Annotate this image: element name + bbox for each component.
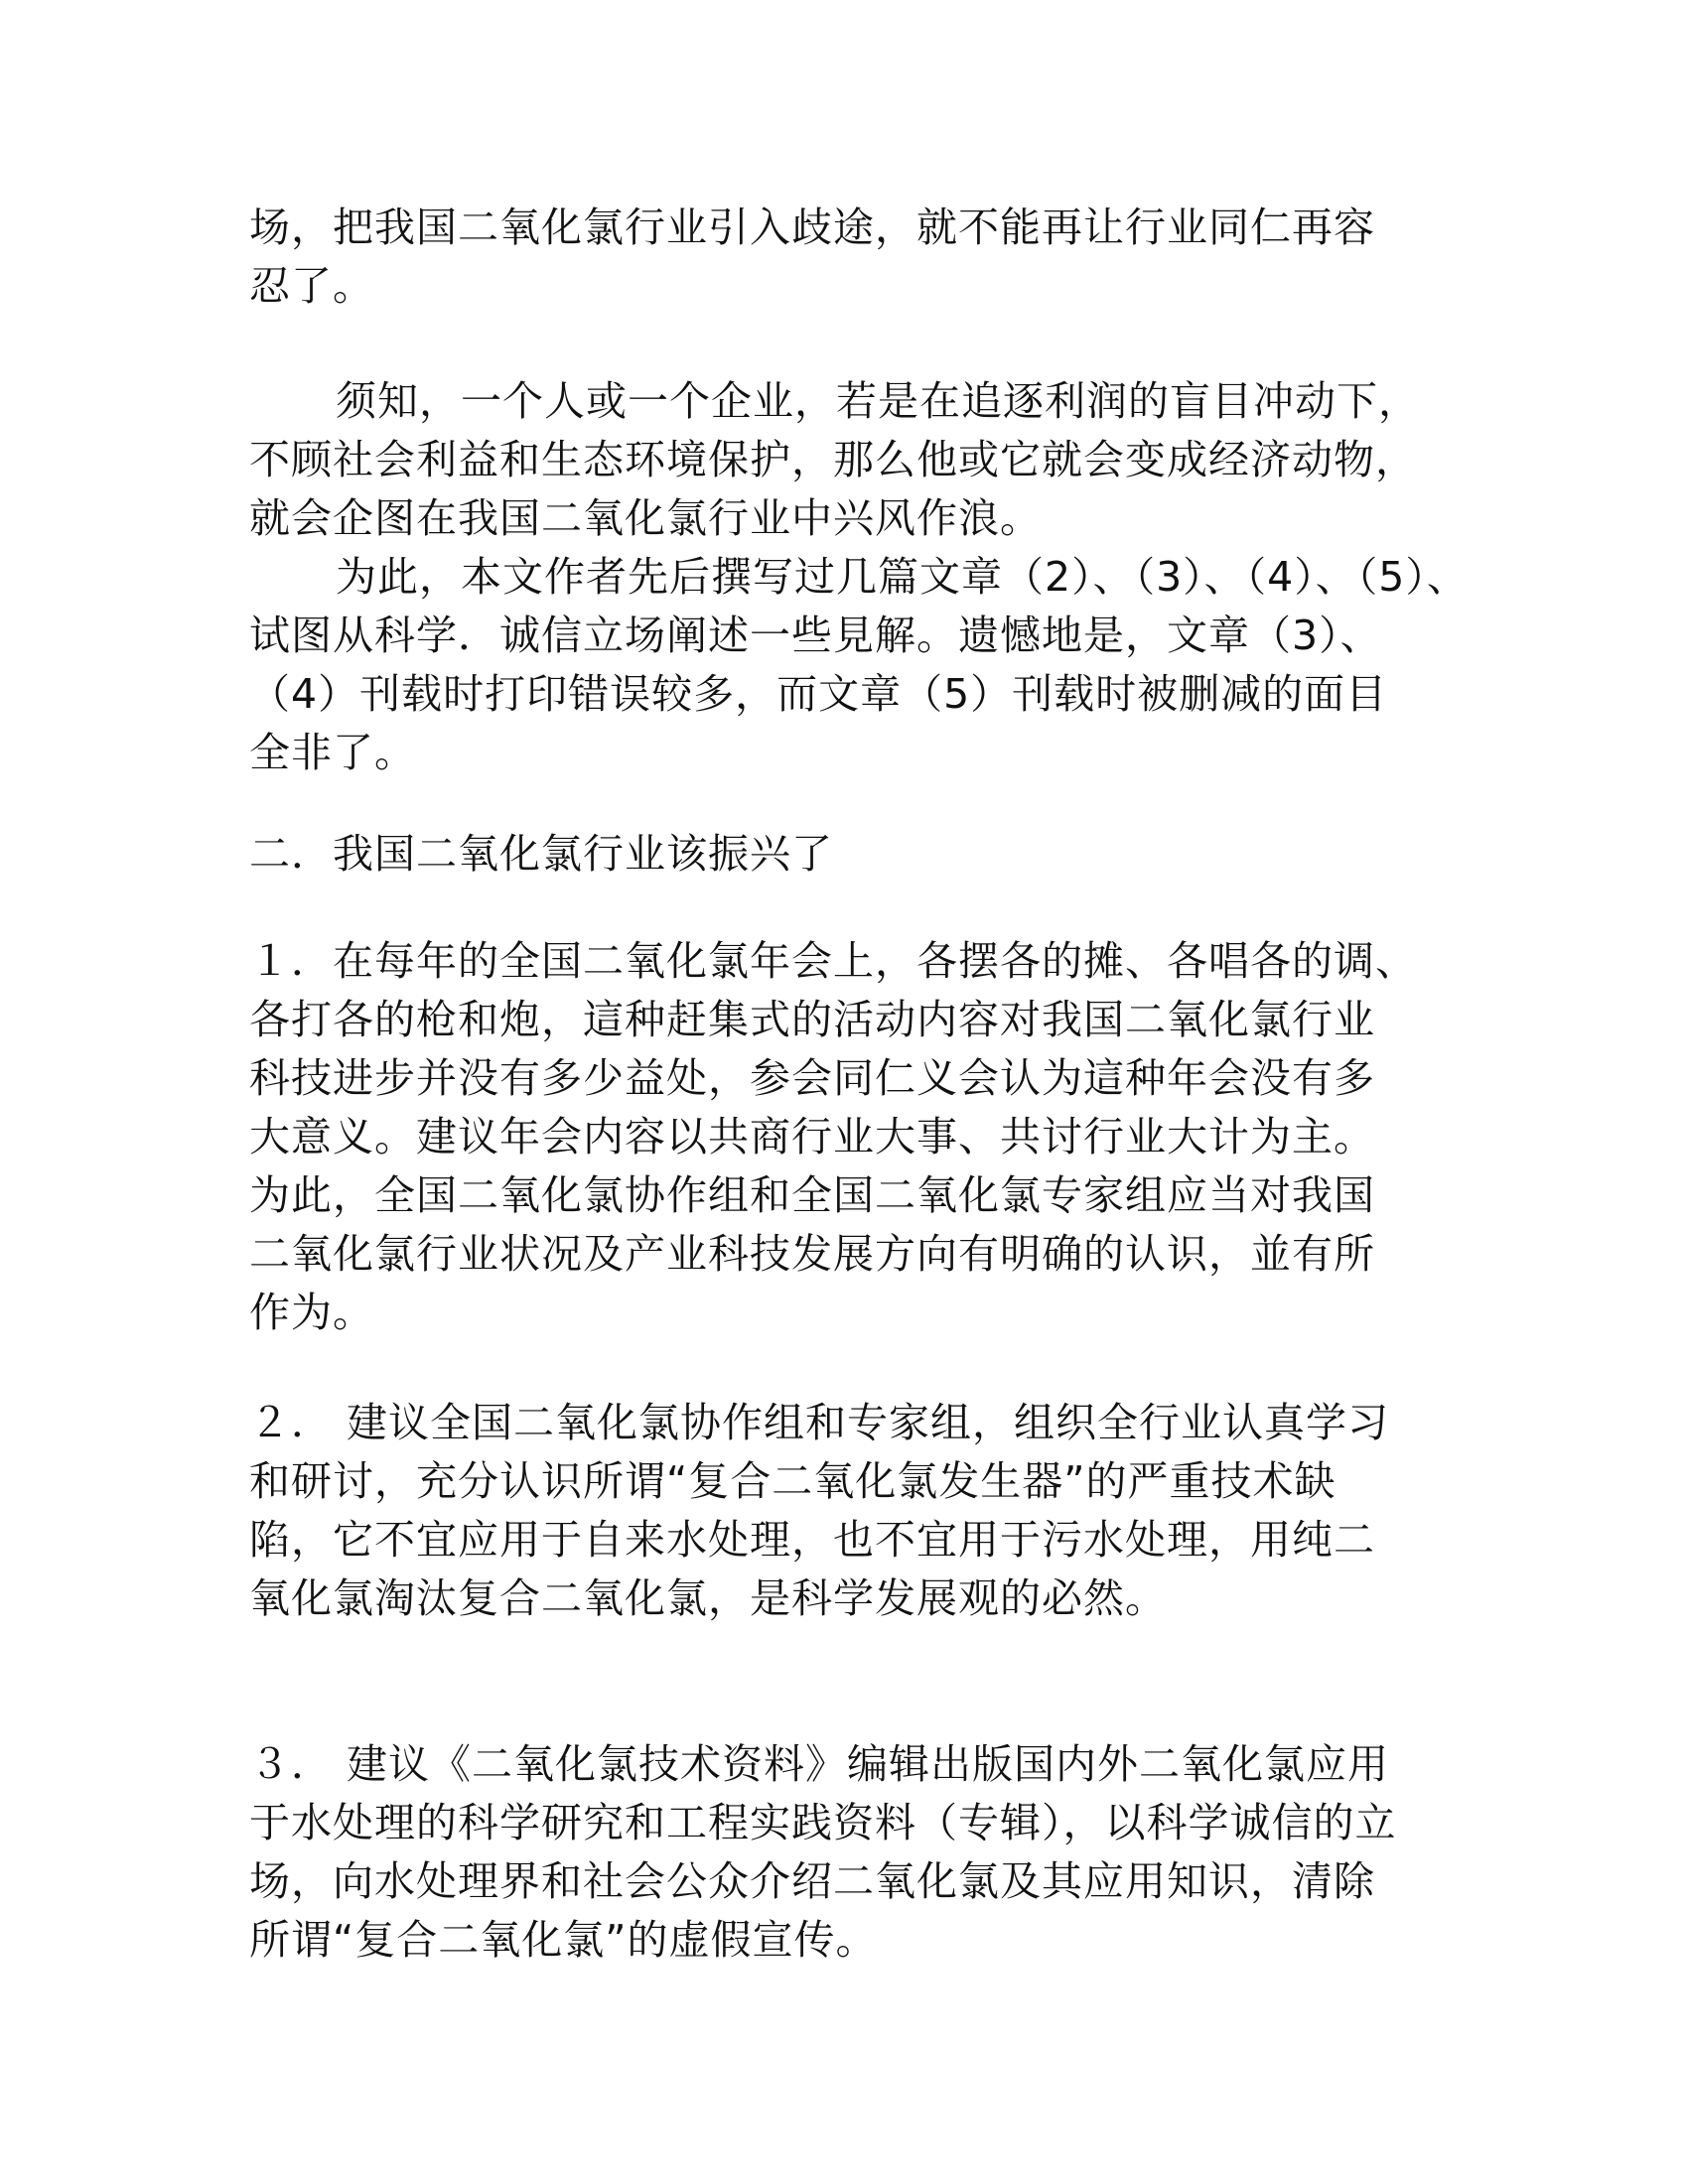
text-line: 忍了。 xyxy=(249,262,374,310)
text-line: 所谓“复合二氧化氯”的虚假宣传。 xyxy=(249,1916,878,1964)
text-line: ３． 建议《二氧化氯技术资料》编辑出版国内外二氧化氯应用 xyxy=(249,1740,1390,1788)
text-line: 二氧化氯行业状况及产业科技发展方向有明确的认识，並有所 xyxy=(249,1230,1375,1278)
text-line: 作为。 xyxy=(249,1289,374,1336)
text-line: 须知，一个人或一个企业，若是在追逐利润的盲目冲动下， xyxy=(336,377,1420,425)
text-line: ２． 建议全国二氧化氯协作组和专家组，组织全行业认真学习 xyxy=(249,1399,1390,1446)
text-line: 就会企图在我国二氧化氯行业中兴风作浪。 xyxy=(249,494,1042,542)
text-line: 全非了。 xyxy=(249,729,416,776)
text-line: １．在每年的全国二氧化氯年会上，各摆各的摊、各唱各的调、 xyxy=(249,937,1417,985)
text-line: 试图从科学．诚信立场阐述一些見解。遗憾地是，文章（3）、 xyxy=(249,612,1382,659)
text-line: 陷，它不宜应用于自来水处理，也不宜用于污水处理，用纯二 xyxy=(249,1516,1375,1564)
text-line: 大意义。建议年会内容以共商行业大事、共讨行业大计为主。 xyxy=(249,1113,1375,1160)
text-line: 场，把我国二氧化氯行业引入歧途，就不能再让行业同仁再容 xyxy=(249,204,1375,251)
text-line: 不顾社会利益和生态环境保护，那么他或它就会变成经济动物， xyxy=(249,436,1417,483)
text-line: 场，向水处理界和社会公众介绍二氧化氯及其应用知识，清除 xyxy=(249,1857,1375,1905)
text-line: 为此，本文作者先后撰写过几篇文章（2）、（3）、（4）、（5）、 xyxy=(336,553,1469,601)
text-line: 为此，全国二氧化氯协作组和全国二氧化氯专家组应当对我国 xyxy=(249,1171,1375,1219)
text-line: （4）刊载时打印错误较多，而文章（5）刊载时被删减的面目 xyxy=(249,670,1388,718)
section-heading: 二．我国二氧化氯行业该振兴了 xyxy=(249,830,833,878)
text-line: 和研讨，充分认识所谓“复合二氧化氯发生器”的严重技术缺 xyxy=(249,1457,1336,1505)
text-line: 氧化氯淘汰复合二氧化氯，是科学发展观的必然。 xyxy=(249,1574,1167,1622)
text-line: 各打各的枪和炮，這种赶集式的活动内容对我国二氧化氯行业 xyxy=(249,996,1375,1043)
text-line: 于水处理的科学研究和工程实践资料（专辑），以科学诚信的立 xyxy=(249,1799,1397,1846)
text-line: 科技进步并没有多少益处，参会同仁义会认为這种年会没有多 xyxy=(249,1054,1375,1102)
